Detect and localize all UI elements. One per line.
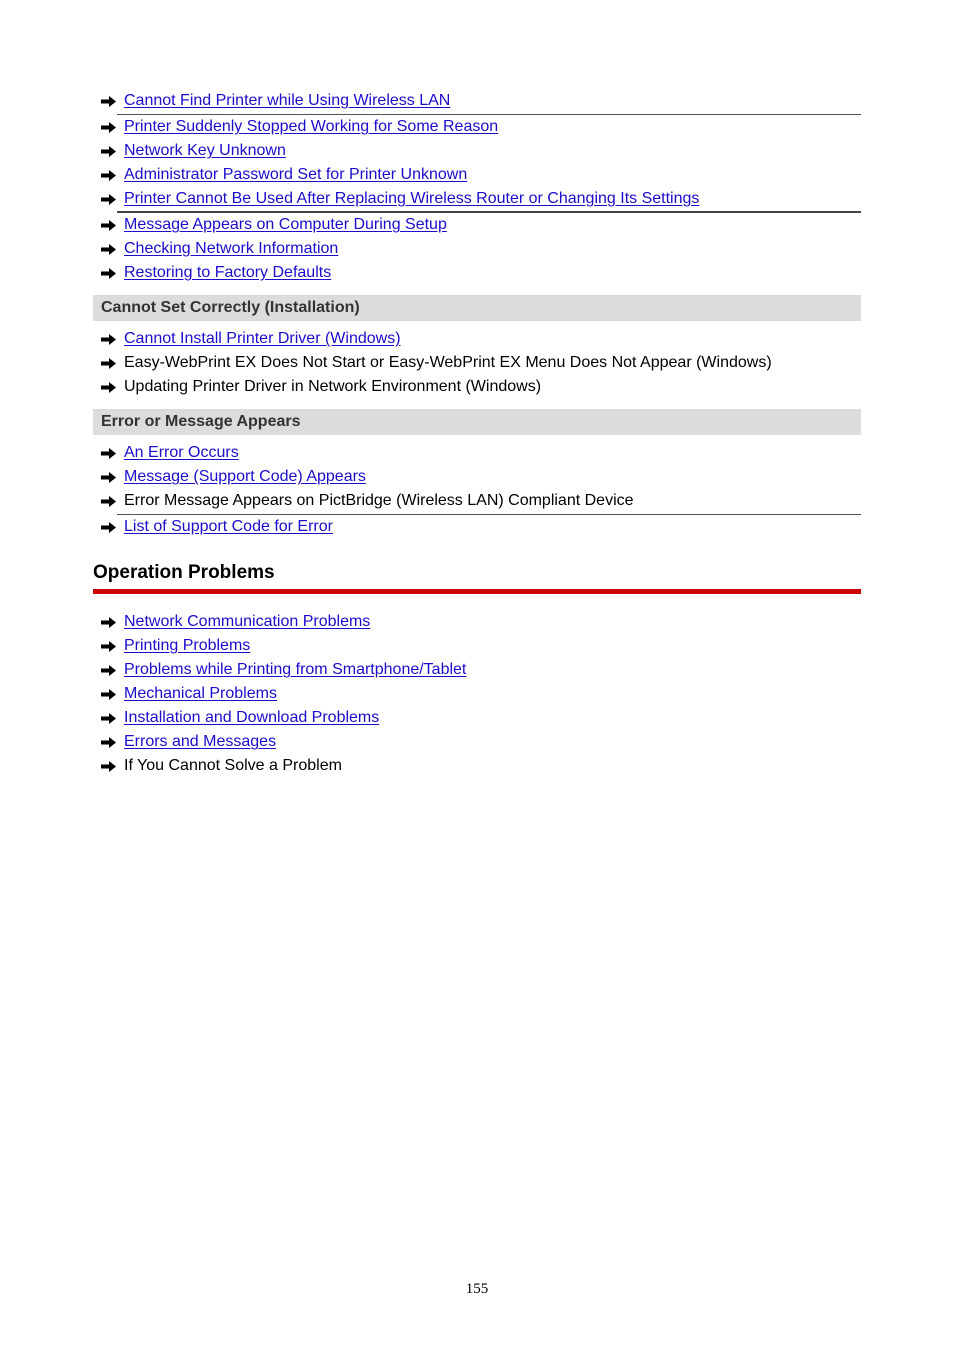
right-arrow-icon	[101, 146, 116, 157]
right-arrow-icon	[101, 665, 116, 676]
link-cannot-install-printer-driver[interactable]: Cannot Install Printer Driver (Windows)	[124, 330, 401, 347]
right-arrow-icon	[101, 382, 116, 393]
list-item	[93, 375, 861, 399]
item-cannot-solve-problem: If You Cannot Solve a Problem	[124, 757, 342, 774]
link-list-of-support-code[interactable]: List of Support Code for Error	[124, 518, 333, 535]
item-easy-webprint-ex: Easy-WebPrint EX Does Not Start or Easy-WebPrint EX Menu Does Not Appear (Windows)	[124, 354, 772, 371]
right-arrow-icon	[101, 358, 116, 369]
page-number: 155	[465, 1281, 489, 1297]
error-topics-list	[93, 441, 861, 539]
right-arrow-icon	[101, 122, 116, 133]
section-title-installation: Cannot Set Correctly (Installation)	[93, 295, 861, 321]
right-arrow-icon	[101, 448, 116, 459]
right-arrow-icon	[101, 496, 116, 507]
list-item	[93, 754, 861, 778]
link-installation-download-problems[interactable]: Installation and Download Problems	[124, 709, 380, 726]
link-message-appears-during-setup[interactable]: Message Appears on Computer During Setup	[124, 216, 447, 233]
list-item	[93, 261, 861, 285]
list-item	[93, 327, 861, 351]
right-arrow-icon	[101, 737, 116, 748]
list-item	[93, 115, 861, 139]
right-arrow-icon	[101, 194, 116, 205]
link-mechanical-problems[interactable]: Mechanical Problems	[124, 685, 277, 702]
link-errors-and-messages[interactable]: Errors and Messages	[124, 733, 277, 750]
list-item	[93, 634, 861, 658]
list-item	[93, 139, 861, 163]
list-item	[93, 237, 861, 261]
right-arrow-icon	[101, 268, 116, 279]
right-arrow-icon	[101, 713, 116, 724]
list-item	[93, 163, 861, 187]
list-item	[93, 351, 861, 375]
link-printing-problems[interactable]: Printing Problems	[124, 637, 251, 654]
right-arrow-icon	[101, 641, 116, 652]
right-arrow-icon	[101, 244, 116, 255]
list-item	[93, 187, 861, 213]
installation-topics-list	[93, 327, 861, 399]
list-item	[93, 441, 861, 465]
right-arrow-icon	[101, 170, 116, 181]
link-restoring-factory-defaults[interactable]: Restoring to Factory Defaults	[124, 264, 332, 281]
list-item	[93, 489, 861, 515]
right-arrow-icon	[101, 472, 116, 483]
right-arrow-icon	[101, 96, 116, 107]
link-administrator-password-unknown[interactable]: Administrator Password Set for Printer Unknown	[124, 166, 468, 183]
operation-topics-list	[93, 610, 861, 778]
list-item	[93, 213, 861, 237]
link-message-support-code-appears[interactable]: Message (Support Code) Appears	[124, 468, 366, 485]
link-network-key-unknown[interactable]: Network Key Unknown	[124, 142, 286, 159]
page-content	[93, 89, 861, 778]
section-title-error-message: Error or Message Appears	[93, 409, 861, 435]
link-cannot-find-printer-wireless-lan[interactable]: Cannot Find Printer while Using Wireless LAN	[124, 92, 451, 109]
right-arrow-icon	[101, 761, 116, 772]
link-printer-suddenly-stopped[interactable]: Printer Suddenly Stopped Working for Some Reason	[124, 118, 499, 135]
link-printer-cannot-be-used-after-router[interactable]: Printer Cannot Be Used After Replacing Wireless Router or Changing Its Settings	[124, 190, 700, 207]
link-checking-network-information[interactable]: Checking Network Information	[124, 240, 339, 257]
item-error-pictbridge: Error Message Appears on PictBridge (Wireless LAN) Compliant Device	[124, 492, 634, 509]
item-updating-printer-driver: Updating Printer Driver in Network Environment (Windows)	[124, 378, 542, 395]
link-network-communication-problems[interactable]: Network Communication Problems	[124, 613, 371, 630]
list-item	[93, 89, 861, 115]
list-item	[93, 610, 861, 634]
list-item	[93, 465, 861, 489]
link-problems-smartphone-tablet[interactable]: Problems while Printing from Smartphone/Tablet	[124, 661, 467, 678]
list-item	[93, 658, 861, 682]
right-arrow-icon	[101, 220, 116, 231]
network-topics-list	[93, 89, 861, 285]
right-arrow-icon	[101, 334, 116, 345]
right-arrow-icon	[101, 617, 116, 628]
right-arrow-icon	[101, 522, 116, 533]
heading-operation-problems: Operation Problems	[93, 561, 861, 594]
link-an-error-occurs[interactable]: An Error Occurs	[124, 444, 239, 461]
list-item	[93, 515, 861, 539]
list-item	[93, 730, 861, 754]
right-arrow-icon	[101, 689, 116, 700]
list-item	[93, 706, 861, 730]
list-item	[93, 682, 861, 706]
